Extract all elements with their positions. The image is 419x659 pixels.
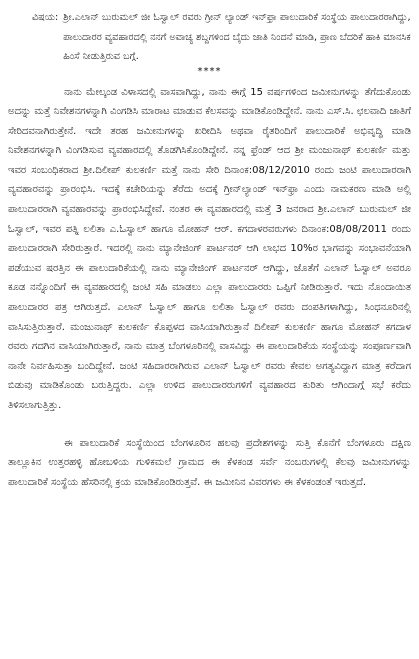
subject-text: ಶ್ರೀ.ಎಲಾನ್ ಬುರುಮಲ್ ಜೀ ಓಸ್ವಾಲ್ ರವರು ಗ್ರೀನ್ ಲ್ಯಾಂಡ್ ಇನ್‌ಫ್ರಾ ಪಾಲುದಾರಿಕೆ ಸಂಸ್ಥೆಯ ಪಾಲುದಾರರಾಗಿದ್ದು, ಪಾಲುದಾರರ ವ್ಯವಹಾರದಲ್ಲಿ ನನಗೆ ಅವಾಚ್ಯ ಶಬ್ದಗಳಿಂದ ಬೈದು ಜಾತಿ ನಿಂದನೆ ಮಾಡಿ, ಪ್ರಾಣ ಬೆದರಿಕೆ ಹಾಕಿ ಮಾನಸಿಕ ಹಿಂಸೆ ನೀಡುತ್ತಿರುವ ಬಗ್ಗೆ. (63, 12, 411, 62)
body-paragraph-1: ನಾನು ಮೇಲ್ಕಂಡ ವಿಳಾಸದಲ್ಲಿ ವಾಸವಾಗಿದ್ದು, ನಾನು ಈಗ್ಗೆ 15 ವರ್ಷಗಳಿಂದ ಜಮೀನುಗಳನ್ನು ತೆಗೆದುಕೊಂಡು ಅದನ್ನು ಮತ್ತೆ ನಿವೇಶನಗಳನ್ನಾಗಿ ವಿಂಗಡಿಸಿ ಮಾರಾಟ ಮಾಡುವ ಕೆಲಸವನ್ನು ಮಾಡಿಕೊಂಡಿದ್ದೇನೆ. ನಾನು ಎಸ್.ಸಿ. ಛಲವಾದಿ ಜಾತಿಗೆ ಸೇರಿದವನಾಗಿರುತ್ತೇನೆ. ಇದೇ ತರಹ ಜಮೀನುಗಳನ್ನು ಖರೀದಿಸಿ ಅಥವಾ ರೈತರಿಂದಿಗೆ ಪಾಲುದಾರಿಕೆ ಅಭಿವೃದ್ಧಿ ಮಾಡಿ ನಿವೇಶನಗಳನ್ನಾಗಿ ವಿಂಗಡಿಸುವ ವ್ಯವಹಾರದಲ್ಲಿ ತೊಡಗಿಸಿಕೊಂಡಿದ್ದೇನೆ. ನನ್ನ ಫ್ರೆಂಡ್ ಆದ ಶ್ರೀ ಮಂಜುನಾಥ್ ಕುಲಕರ್ಣಿ ಮತ್ತು ಇವರ ಸಂಬಂಧಿಕರಾದ ಶ್ರೀ.ದಿಲೀಪ್ ಕುಲಕರ್ಣಿ ಮತ್ತೆ ನಾನು ಸೇರಿ ದಿನಾಂಕ:08/12/2010 ರಂದು ಜಂಟಿ ಪಾಲುದಾರರಾಗಿ ವ್ಯವಹಾರವನ್ನು ಪ್ರಾರಂಭಿಸಿ. ಇದಕ್ಕೆ ಕಚೇರಿಯನ್ನು ತೆರೆದು ಅದಕ್ಕೆ ಗ್ರೀನ್‌ಲ್ಯಾಂಡ್ ಇನ್‌ಫ್ರಾ ಎಂದು ನಾಮಕರಣ ಮಾಡಿ ಅಲ್ಲಿ ಪಾಲುದಾರರಾಗಿ ವ್ಯವಹಾರವನ್ನು ಪ್ರಾರಂಭಿಸಿದ್ದೇವೆ. ನಂತರ ಈ ವ್ಯವಹಾರದಲ್ಲಿ ಮತ್ತೆ 3 ಜನರಾದ ಶ್ರೀ.ಎಲಾನ್ ಬುರುಮಲ್ ಜೀ ಓಸ್ವಾಲ್, ಇವರ ಪತ್ನಿ ಲಲಿತಾ ಎ.ಓಸ್ವಾಲ್ ಹಾಗೂ ಮೋಹನ್ ಆರ್. ಕಗದಾಳರವರುಗಳು ದಿನಾಂಕ:08/08/2011 ರಂದು ಪಾಲುದಾರರಾಗಿ ಸೇರಿರುತ್ತಾರೆ. ಇದರಲ್ಲಿ ನಾನು ಮ್ಯಾನೇಜಿಂಗ್ ಪಾರ್ಟನರ್ ಆಗಿ ಲಾಭದ 10%ರ ಭಾಗವನ್ನು ಸಂಭಾವನೆಯಾಗಿ ಪಡೆಯುವ ಷರತ್ತಿನ ಈ ಪಾಲುದಾರಿಕೆಯಲ್ಲಿ ನಾನು ಮ್ಯಾನೇಜಿಂಗ್ ಪಾರ್ಟನರ್ ಆಗಿದ್ದು, ಜೊತೆಗೆ ಎಲಾನ್ ಓಸ್ವಾಲ್ ಅವರೂ ಕೂಡ ನನ್ನೊಂದಿಗೆ ಈ ವ್ಯವಹಾರದಲ್ಲಿ ಜಂಟಿ ಸಹಿ ಮಾಡಲು ಎಲ್ಲಾ ಪಾಲುದಾರರು ಒಪ್ಪಿಗೆ ನೀಡಿರುತ್ತಾರೆ. ಇದು ನೊಂದಾಯಿತ ಪಾಲುದಾರರ ಪತ್ರ ಆಗಿರುತ್ತದೆ. ಎಲಾನ್ ಓಸ್ವಾಲ್ ಹಾಗೂ ಲಲಿತಾ ಓಸ್ವಾಲ್ ರವರು ದಂಪತಿಗಳಾಗಿದ್ದು, ಸಿಂಧನೂರಿನಲ್ಲಿ ವಾಸಿಸುತ್ತಿರುತ್ತಾರೆ. ಮಂಜುನಾಥ್ ಕುಲಕರ್ಣಿ ಕೊಪ್ಪಳದ ವಾಸಿಯಾಗಿರುತ್ತಾನೆ ದಿಲೀಪ್ ಕುಲಕರ್ಣಿ ಹಾಗೂ ಮೋಹನ್ ಕಗದಾಳ ರವರು ಗದಗಿನ ವಾಸಿಯಾಗಿರುತ್ತಾರೆ, ನಾನು ಮಾತ್ರ ಬೆಂಗಳೂರಿನಲ್ಲಿ ವಾಸವಿದ್ದು ಈ ಪಾಲುದಾರಿಕೆಯ ಸಂಸ್ಥೆಯನ್ನು ಸಂಪೂರ್ಣವಾಗಿ ನಾನೇ ನಿರ್ವಹಿಸುತ್ತಾ ಬಂದಿದ್ದೇನೆ. ಜಂಟಿ ಸಹಿದಾರರಾಗಿರುವ ಎಲಾನ್ ಓಸ್ವಾಲ್ ರವರು ಕೇವಲ ಅಗತ್ಯವಿದ್ದಾಗ ಮಾತ್ರ ಕರೆದಾಗ ಬಿಡುವು ಮಾಡಿಕೊಂಡು ಬರುತ್ತಿದ್ದರು. ಎಲ್ಲಾ ಉಳಿದ ಪಾಲುದಾರರುಗಳಿಗೆ ವ್ಯವಹಾರದ ಕುರಿತು ಆಗಿಂದಾಗ್ಗೆ ಸಭೆ ಕರೆದು ತಿಳಿಸಲಾಗುತ್ತಿತ್ತು. (8, 86, 411, 411)
subject-line (32, 8, 411, 67)
section-divider: **** (197, 65, 222, 77)
body-paragraph-2: ಈ ಪಾಲುದಾರಿಕೆ ಸಂಸ್ಥೆಯಿಂದ ಬೆಂಗಳೂರಿನ ಹಲವು ಪ್ರದೇಶಗಳನ್ನು ಸುತ್ತಿ ಕೊನೆಗೆ ಬೆಂಗಳೂರು ದಕ್ಷಿಣ ತಾಲ್ಲೂಕಿನ ಉತ್ತರಹಳ್ಳಿ ಹೋಬಳಿಯ ಗುಳಿಕಮಲೆ ಗ್ರಾಮದ ಈ ಕೆಳಕಂಡ ಸರ್ವೆ ನಂಬರುಗಳಲ್ಲಿ ಕೆಲವು ಜಮೀನುಗಳನ್ನು ಪಾಲುದಾರಿಕೆ ಸಂಸ್ಥೆಯ ಹೆಸರಿನಲ್ಲಿ ಕ್ರಯ ಮಾಡಿಕೊಂಡಿರುತ್ತವೆ. ಈ ಜಮೀನಿನ ವಿವರಗಳು ಈ ಕೆಳಕಂಡಂತೆ ಇರುತ್ತದೆ. (8, 437, 411, 488)
subject-label: ವಿಷಯ: (32, 12, 59, 23)
